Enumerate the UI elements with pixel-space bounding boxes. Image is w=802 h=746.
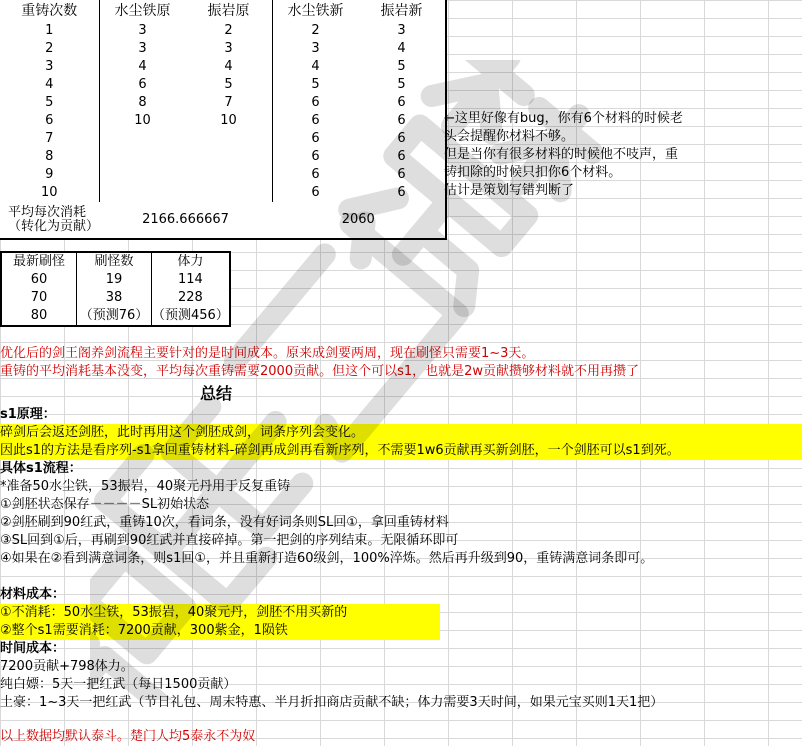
table-cell: 6	[272, 130, 359, 148]
table-row	[0, 184, 446, 202]
table-cell: 3	[272, 40, 359, 58]
table-cell: 3	[99, 22, 186, 40]
material-heading: 材料成本：	[0, 587, 66, 602]
table-cell: 7	[224, 95, 233, 110]
note-line: 头会提醒你材料不够。	[444, 129, 575, 144]
table-cell: 4	[224, 59, 233, 74]
table-cell	[99, 148, 186, 166]
table-cell: 6	[272, 94, 359, 112]
table-cell: 6	[272, 166, 359, 184]
table-cell: 3	[99, 40, 186, 58]
average-row	[0, 202, 446, 239]
material-no-consume: ①不消耗：50水尘铁，53振岩，40聚元丹，剑胚不用买新的	[0, 604, 440, 622]
average-old-value: 2166.666667	[142, 212, 229, 227]
table-row	[0, 148, 446, 166]
table-cell: 2	[272, 22, 359, 40]
note-line: 估计是策划写错判断了	[444, 183, 575, 198]
table-row	[0, 112, 446, 130]
table-cell: 10	[40, 185, 58, 200]
note-line: 铸扣除的时候只扣你6个材料。	[444, 165, 622, 180]
monster-farm-table	[0, 251, 231, 327]
table-cell	[99, 166, 186, 184]
table-row	[0, 166, 446, 184]
flow-step: ③SL回到①后，再刷到90红武并直接碎掉。第一把剑的序列结束。无限循环即可	[0, 533, 459, 548]
average-label	[0, 202, 99, 239]
note-line: 但是当你有很多材料的时候他不吱声，重	[444, 147, 679, 162]
table-cell: 5	[272, 76, 359, 94]
table-cell: 4	[45, 77, 54, 92]
table-cell: 38	[77, 289, 152, 307]
time-line: 纯白嫖：5天一把红武（每日1500贡献）	[0, 677, 237, 692]
table-row	[0, 22, 446, 40]
table-cell: 2	[45, 41, 54, 56]
table-cell: 6	[99, 76, 186, 94]
table-cell: （预测76）	[77, 307, 152, 326]
header-cell: 体力	[152, 252, 230, 271]
table-cell	[186, 148, 273, 166]
table-cell: 6	[272, 148, 359, 166]
s1-heading: s1原理：	[0, 407, 56, 422]
table-cell	[186, 166, 273, 184]
table-cell: 4	[272, 58, 359, 76]
table-cell: 8	[99, 94, 186, 112]
flow-step: ②剑胚刷到90红武，重铸10次，看词条，没有好词条则SL回①，拿回重铸材料	[0, 515, 449, 530]
table-cell: 8	[45, 149, 54, 164]
table-cell: 5	[45, 95, 54, 110]
header-cell: 重铸次数	[21, 3, 78, 19]
table-cell: 4	[99, 58, 186, 76]
table-cell: 3	[45, 59, 54, 74]
table-cell: 3	[224, 41, 233, 56]
table-cell: 6	[397, 95, 406, 110]
table-cell: 6	[397, 113, 406, 128]
intro-recast-cost: 重铸的平均消耗基本没变，平均每次重铸需要2000贡献。但这个可以s1，也就是2w贡献攒够材料就不用再攒了	[0, 364, 640, 379]
average-label-line: 平均每次消耗	[8, 205, 87, 220]
table-cell: 80	[30, 308, 48, 323]
summary-title: 总结	[200, 384, 233, 403]
table-cell: 5	[397, 77, 406, 92]
note-line: ←这里好像有bug，你有6个材料的时候老	[444, 111, 683, 126]
flow-step: ④如果在②看到满意词条，则s1回①，并且重新打造60级剑，100%淬炼。然后再升级到90，重铸满意词条即可。	[0, 551, 654, 566]
table-cell: 70	[30, 290, 48, 305]
table-cell	[99, 184, 186, 202]
bug-note	[444, 110, 683, 200]
table-row	[0, 94, 446, 112]
table-cell: 228	[152, 289, 230, 307]
header-cell: 刷怪数	[77, 252, 152, 271]
header-cell: 水尘铁原	[99, 0, 186, 22]
table-cell: 9	[45, 167, 54, 182]
table-cell: 6	[397, 149, 406, 164]
s1-method-line: 因此s1的方法是看序列-s1拿回重铸材料-碎剑再成剑再看新序列，不需要1w6贡献再买新剑胚，一个剑胚可以s1到死。	[0, 442, 802, 460]
footer-note: 以上数据均默认泰斗。楚门人均5泰永不为奴	[0, 729, 256, 744]
time-line: 土豪：1~3天一把红武（节日礼包、周末特惠、半月折扣商店贡献不缺；体力需要3天时间，如果元宝买则1天1把）	[0, 695, 664, 710]
table-cell: 3	[397, 23, 406, 38]
average-new-value: 2060	[341, 212, 375, 227]
header-cell: 振岩新	[380, 3, 423, 19]
table-cell: 6	[397, 131, 406, 146]
material-consume: ②整个s1需要消耗：7200贡献，300紫金，1陨铁	[0, 622, 440, 640]
table-cell: 6	[397, 185, 406, 200]
table-row	[1, 271, 230, 289]
table-cell: 19	[77, 271, 152, 289]
table-cell: 4	[397, 41, 406, 56]
table-cell: （预测456）	[152, 307, 230, 326]
table-cell: 114	[152, 271, 230, 289]
flow-step: *准备50水尘铁，53振岩，40聚元丹用于反复重铸	[0, 479, 291, 494]
table-cell: 1	[45, 23, 54, 38]
table-cell: 6	[272, 112, 359, 130]
table-row	[0, 40, 446, 58]
table-cell: 2	[224, 23, 233, 38]
table-cell	[99, 130, 186, 148]
table-cell: 6	[272, 184, 359, 202]
table-cell: 6	[397, 167, 406, 182]
table-cell: 60	[30, 272, 48, 287]
table-cell: 10	[220, 113, 237, 128]
header-cell: 水尘铁新	[272, 0, 359, 22]
header-cell: 振岩原	[207, 3, 250, 19]
table-cell: 7	[45, 131, 54, 146]
table-row	[0, 76, 446, 94]
table-cell	[186, 130, 273, 148]
recast-cost-table	[0, 0, 447, 240]
table-cell: 6	[45, 113, 54, 128]
table-cell: 5	[224, 77, 233, 92]
table-row	[0, 58, 446, 76]
intro-time-cost: 优化后的剑王阁养剑流程主要针对的是时间成本。原来成剑要两周，现在刷怪只需要1~3天。	[0, 346, 535, 361]
table-cell	[186, 184, 273, 202]
average-label-line: （转化为贡献）	[8, 219, 100, 234]
watermark-glyph-men	[235, 216, 464, 452]
s1-principle-line: 碎剑后会返还剑胚，此时再用这个剑胚成剑，词条序列会变化。	[0, 424, 802, 442]
table-cell: 10	[99, 112, 186, 130]
flow-heading: 具体s1流程：	[0, 461, 82, 476]
table-header-row	[1, 252, 230, 271]
time-heading: 时间成本：	[0, 641, 66, 656]
time-line: 7200贡献+798体力。	[0, 659, 134, 674]
table-row	[0, 130, 446, 148]
header-cell: 最新刷怪	[12, 254, 65, 269]
flow-step: ①剑胚状态保存－－－－SL初始状态	[0, 497, 210, 512]
table-row	[1, 307, 230, 326]
table-header-row	[0, 0, 446, 22]
table-cell: 5	[397, 59, 406, 74]
table-row	[1, 289, 230, 307]
